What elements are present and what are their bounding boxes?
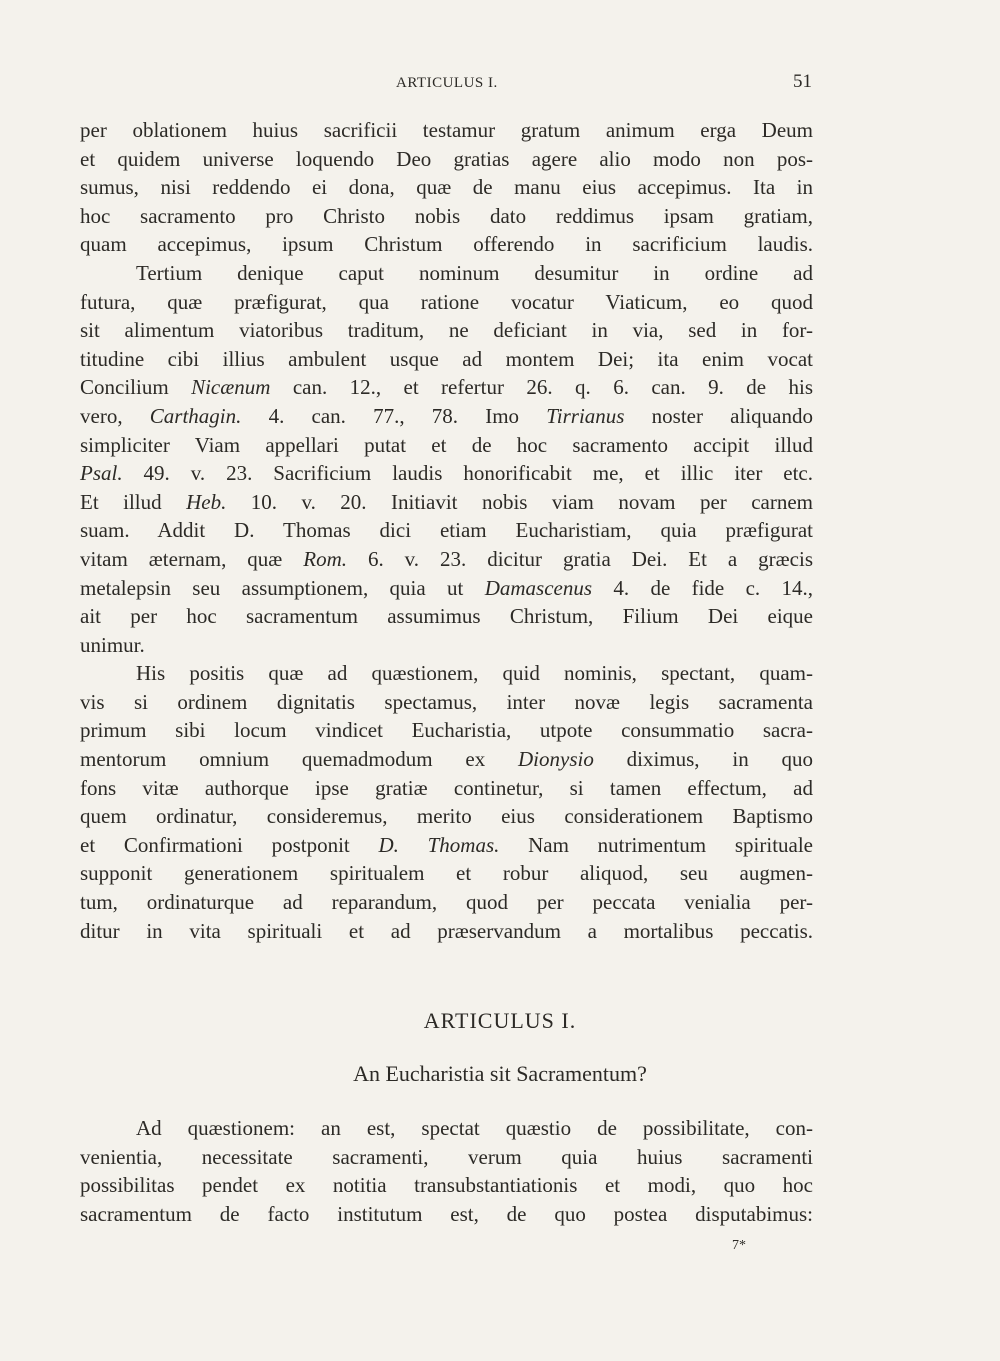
text-span: Et illud: [80, 489, 187, 514]
text-line: sumus, nisi reddendo ei dona, quæ de manu eius accepimus. Ita in: [80, 175, 813, 200]
text-line: sit alimentum viatoribus traditum, ne deficiant in via, sed in for-: [80, 318, 813, 343]
text-line: primum sibi locum vindicet Eucharistia, utpote consummatio sacra-: [80, 718, 813, 743]
italic-reference: D. Thomas.: [378, 832, 500, 857]
italic-reference: Rom.: [303, 546, 348, 571]
text-line: simpliciter Viam appellari putat et de hoc sacramento accipit illud: [80, 432, 813, 457]
text-line: His positis quæ ad quæstionem, quid nominis, spectant, quam-: [136, 661, 813, 686]
text-line: [80, 574, 813, 603]
text-line: suam. Addit D. Thomas dici etiam Eucharistiam, quia præfigurat: [80, 518, 813, 543]
italic-reference: Carthagin.: [149, 403, 242, 428]
text-span: noster aliquando: [624, 403, 813, 428]
text-line: vis si ordinem dignitatis spectamus, inter novæ legis sacramenta: [80, 689, 813, 714]
text-span: diximus, in quo: [593, 747, 813, 772]
text-line: [80, 402, 813, 431]
text-span: vitam æternam, quæ: [80, 546, 304, 571]
article-text: [80, 1114, 813, 1228]
text-span: Concilium: [80, 375, 192, 400]
text-line: quem ordinatur, consideremus, merito eius considerationem Baptismo: [80, 804, 813, 829]
italic-reference: Damascenus: [484, 575, 593, 600]
page-number: 51: [793, 71, 812, 92]
text-line: fons vitæ authorque ipse gratiæ continetur, si tamen effectum, ad: [80, 775, 813, 800]
text-span: mentorum omnium quemadmodum ex: [80, 747, 518, 772]
signature-mark: 7*: [732, 1238, 746, 1253]
text-span: 6. v. 23. dicitur gratia Dei. Et a græcis: [347, 546, 813, 571]
text-line: ditur in vita spirituali et ad præservandum a mortalibus peccatis.: [80, 918, 813, 943]
article-subtitle: An Eucharistia sit Sacramentum?: [353, 1061, 647, 1086]
italic-reference: Nicænum: [191, 375, 271, 400]
text-line: quam accepimus, ipsum Christum offerendo in sacrificium laudis.: [80, 232, 813, 257]
text-line: sacramentum de facto institutum est, de quo postea disputabimus:: [80, 1201, 813, 1226]
text-span: 49. v. 23. Sacrificium laudis honorificabit me, et illic iter etc.: [122, 461, 813, 486]
text-line: [80, 488, 813, 517]
text-line: [80, 459, 813, 488]
text-line: [80, 545, 813, 574]
text-line: supponit generationem spiritualem et robur aliquod, seu augmen-: [80, 861, 813, 886]
text-span: vero,: [80, 403, 150, 428]
text-span: et Confirmationi postponit: [80, 832, 379, 857]
text-line: ait per hoc sacramentum assumimus Christum, Filium Dei eique: [80, 604, 813, 629]
italic-reference: Heb.: [186, 489, 227, 514]
text-line: Tertium denique caput nominum desumitur in ordine ad: [136, 260, 813, 285]
text-line: Ad quæstionem: an est, spectat quæstio de possibilitate, con-: [136, 1116, 813, 1140]
text-line: unimur.: [80, 632, 145, 657]
text-span: metalepsin seu assumptionem, quia ut: [80, 575, 485, 600]
italic-reference: Tirrianus: [546, 403, 625, 428]
running-title: ARTICULUS I.: [396, 75, 498, 91]
text-span: can. 12., et refertur 26. q. 6. can. 9. de his: [270, 375, 814, 400]
text-line: et quidem universe loquendo Deo gratias agere alio modo non pos-: [80, 146, 813, 171]
text-span: 4. de fide c. 14.,: [592, 575, 813, 600]
main-text: [80, 116, 813, 945]
text-line: [80, 373, 813, 402]
text-line: venientia, necessitate sacramenti, verum quia huius sacramenti: [80, 1144, 813, 1169]
text-line: tum, ordinaturque ad reparandum, quod per peccata venialia per-: [80, 890, 813, 915]
text-line: futura, quæ præfigurat, qua ratione vocatur Viaticum, eo quod: [80, 289, 813, 314]
text-line: [80, 831, 813, 860]
running-head: [0, 70, 1000, 100]
text-line: hoc sacramento pro Christo nobis dato reddimus ipsam gratiam,: [80, 203, 813, 228]
text-span: 10. v. 20. Initiavit nobis viam novam per carnem: [226, 489, 813, 514]
text-line: per oblationem huius sacrificii testamur gratum animum erga Deum: [80, 118, 813, 142]
italic-reference: Dionysio: [518, 747, 594, 772]
text-span: Nam nutrimentum spirituale: [499, 832, 813, 857]
text-line: titudine cibi illius ambulent usque ad montem Dei; ita enim vocat: [80, 346, 813, 371]
italic-reference: Psal.: [80, 461, 123, 486]
text-line: [80, 745, 813, 774]
text-line: possibilitas pendet ex notitia transubstantiationis et modi, quo hoc: [80, 1173, 813, 1198]
text-span: 4. can. 77., 78. Imo: [241, 403, 547, 428]
article-heading: ARTICULUS I.: [423, 1008, 577, 1033]
